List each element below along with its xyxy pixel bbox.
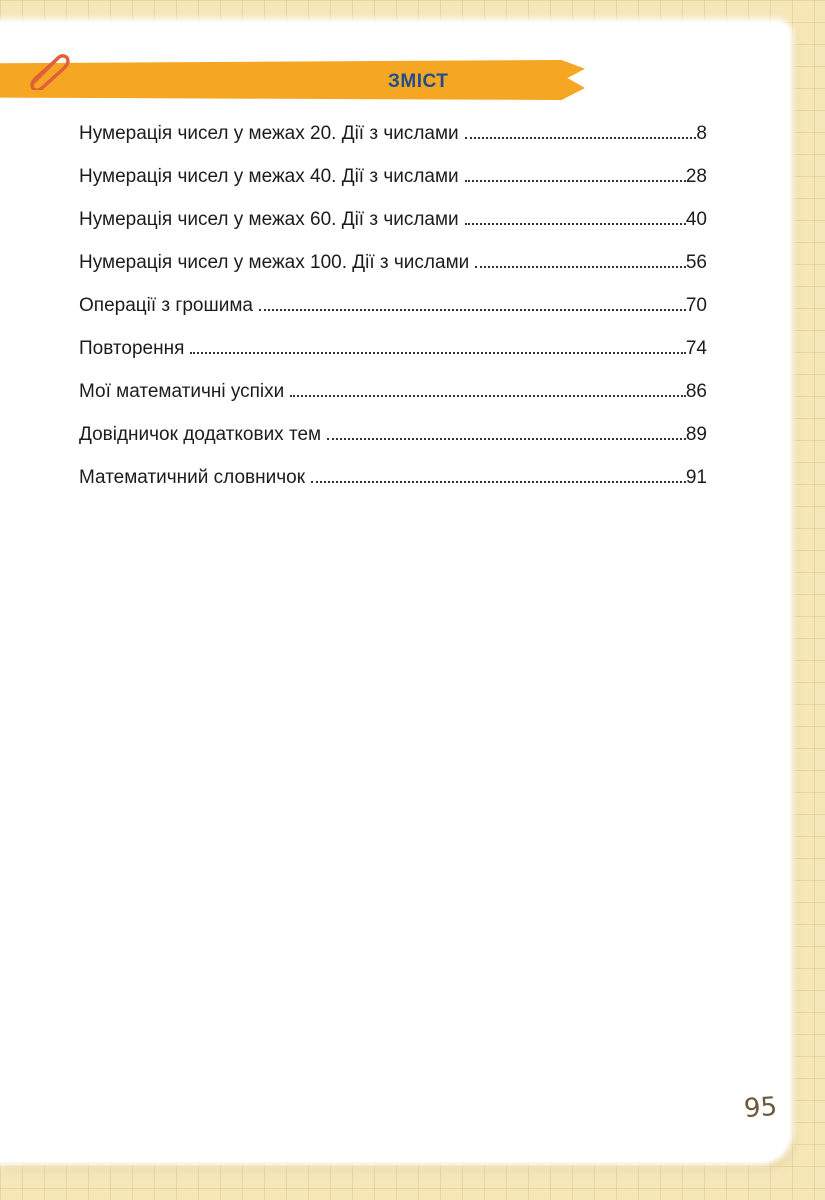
toc-leader-dots — [465, 137, 697, 139]
toc-entry-page: 74 — [685, 338, 707, 359]
toc-entry-page: 40 — [685, 209, 707, 230]
toc-entry[interactable] — [79, 166, 707, 209]
toc-entry[interactable] — [79, 467, 707, 510]
toc-leader-dots — [327, 438, 686, 440]
toc-entry-label: Мої математичні успіхи — [79, 381, 285, 402]
table-of-contents — [79, 123, 707, 510]
toc-entry-label: Нумерація чисел у межах 40. Дії з числами — [79, 166, 459, 187]
paperclip-icon — [24, 50, 74, 90]
toc-entry-label: Повторення — [79, 338, 185, 359]
toc-entry-page: 28 — [685, 166, 707, 187]
toc-entry-page: 89 — [685, 424, 707, 445]
toc-entry-page: 86 — [685, 381, 707, 402]
toc-leader-dots — [259, 309, 686, 311]
toc-leader-dots — [311, 481, 686, 483]
toc-entry[interactable] — [79, 295, 707, 338]
toc-leader-dots — [465, 223, 686, 225]
toc-entry[interactable] — [79, 424, 707, 467]
title-ribbon — [0, 60, 585, 100]
toc-entry[interactable] — [79, 123, 707, 166]
toc-leader-dots — [465, 180, 686, 182]
toc-entry-label: Довідничок додаткових тем — [79, 424, 322, 445]
toc-entry-label: Операції з грошима — [79, 295, 253, 316]
toc-entry-page: 91 — [685, 467, 707, 488]
toc-leader-dots — [290, 395, 686, 397]
toc-entry-label: Нумерація чисел у межах 60. Дії з числами — [79, 209, 459, 230]
toc-entry-label: Нумерація чисел у межах 20. Дії з числами — [79, 123, 459, 144]
toc-entry[interactable] — [79, 338, 707, 381]
toc-entry-page: 70 — [685, 295, 707, 316]
page-number: 95 — [742, 1091, 779, 1125]
toc-entry[interactable] — [79, 252, 707, 295]
toc-entry[interactable] — [79, 381, 707, 424]
page-title: ЗМІСТ — [388, 71, 449, 92]
toc-entry-page: 8 — [696, 123, 707, 144]
toc-entry[interactable] — [79, 209, 707, 252]
toc-leader-dots — [190, 352, 685, 354]
toc-entry-label: Математичний словничок — [79, 467, 306, 488]
toc-entry-page: 56 — [685, 252, 707, 273]
toc-entry-label: Нумерація чисел у межах 100. Дії з числами — [79, 252, 470, 273]
toc-leader-dots — [475, 266, 686, 268]
